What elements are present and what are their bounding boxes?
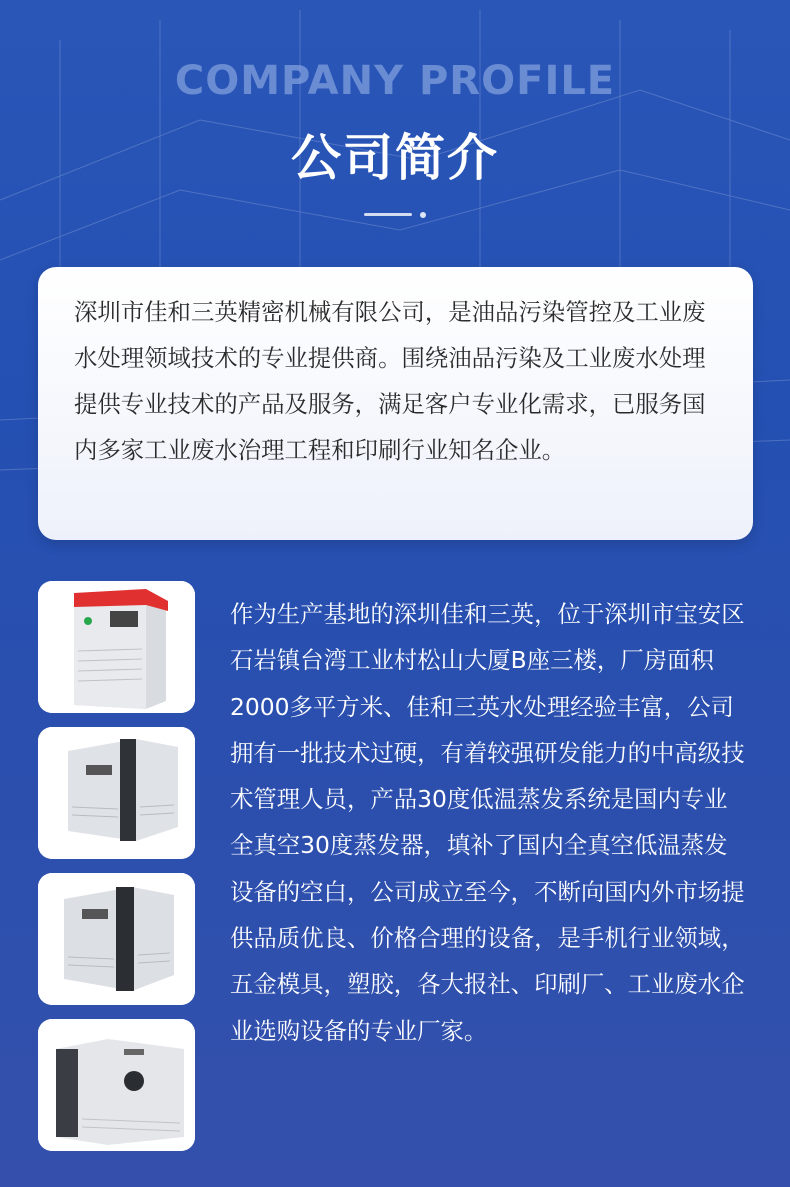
product-image-1 <box>38 581 195 713</box>
product-image-3 <box>38 873 195 1005</box>
product-image-2 <box>38 727 195 859</box>
product-image-4 <box>38 1019 195 1151</box>
header-title-en: COMPANY PROFILE <box>174 58 616 104</box>
header-title: 公司简介 <box>291 129 499 187</box>
description-text: 作为生产基地的深圳佳和三英，位于深圳市宝安区石岩镇台湾工业村松山大厦B座三楼，厂房面积2000多平方米、佳和三英水处理经验丰富，公司拥有一批技术过硬，有着较强研发能力的中高级技术管理人员，产品30度低温蒸发系统是国内专业全真空30度蒸发器，填补了国内全真空低温蒸发设备的空白，公司成立至今，不断向国内外市场提供品质优良、价格合理的设备，是手机行业领域，五金模具，塑胶，各大报社、印刷厂、工业废水企业选购设备的专业厂家。 <box>230 600 745 1045</box>
intro-text: 深圳市佳和三英精密机械有限公司，是油品污染管控及工业废水处理领域技术的专业提供商。围绕油品污染及工业废水处理提供专业技术的产品及服务，满足客户专业化需求，已服务国内多家工业废水治理工程和印刷行业知名企业。 <box>74 298 706 464</box>
title-divider-dot <box>420 212 426 218</box>
intro-card <box>38 267 753 540</box>
title-divider <box>364 213 412 216</box>
